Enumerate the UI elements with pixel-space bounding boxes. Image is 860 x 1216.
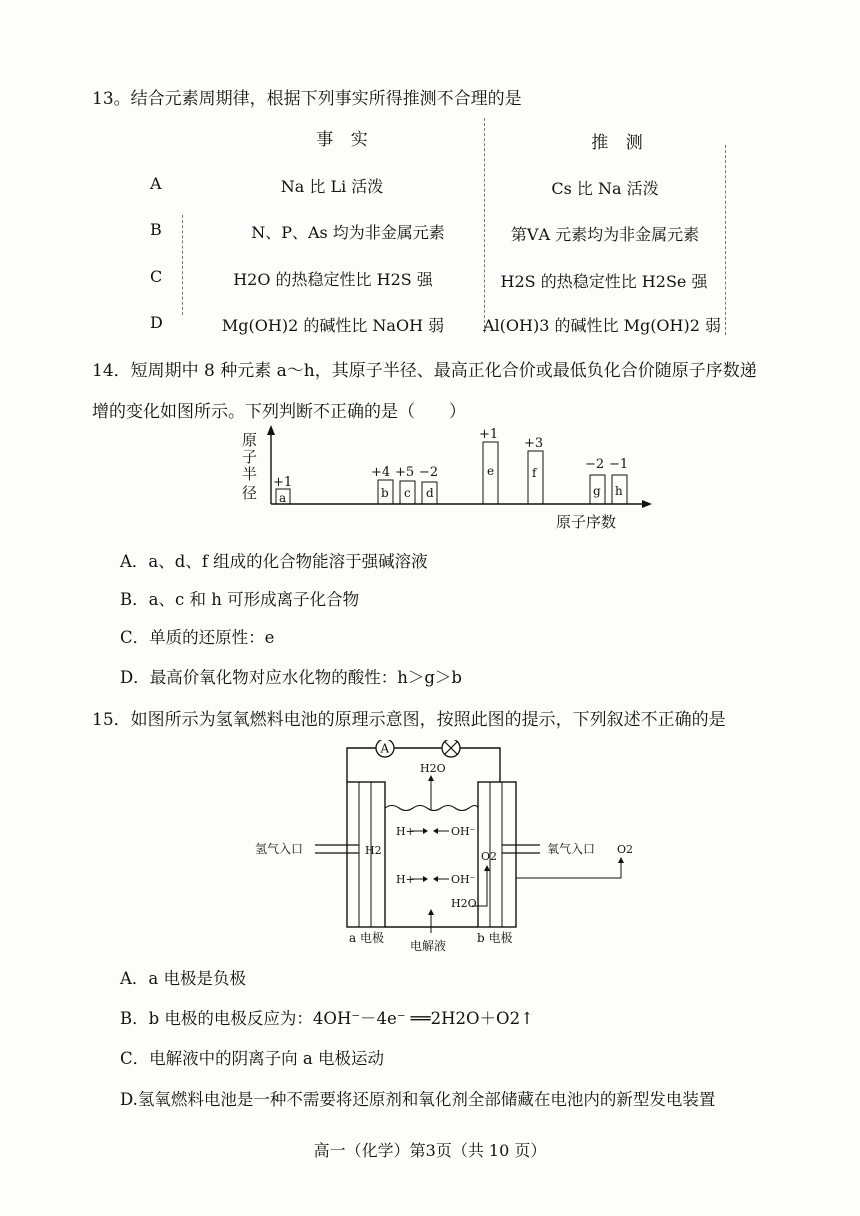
xlabel: 原子序数	[556, 513, 617, 531]
x-axis-arrow-icon	[642, 500, 652, 508]
lamp-icon	[442, 740, 460, 757]
ylabel-char-2: 子	[242, 448, 258, 466]
page-footer: 高一（化学）第3页（共 10 页）	[313, 1141, 547, 1160]
q13-row-a-label: A	[150, 174, 162, 193]
q13-row-c-label: C	[150, 267, 163, 286]
h2-inlet-label: 氢气入口	[255, 842, 304, 856]
bar-d-valence: −2	[419, 465, 439, 480]
q14-option-a: A．a、d、f 组成的化合物能溶于强碱溶液	[120, 552, 428, 571]
bar-g	[585, 457, 605, 504]
bar-h-valence: −1	[609, 457, 629, 472]
q13-divider-right	[725, 145, 726, 335]
q14-stem-line2: 增的变化如图所示。下列判断不正确的是（ ）	[92, 402, 466, 422]
bar-d	[419, 465, 438, 504]
o2-label: O2	[481, 850, 498, 863]
q13-header-fact: 事 实	[316, 130, 374, 150]
q15-option-c: C．电解液中的阴离子向 a 电极运动	[120, 1049, 384, 1068]
h2o-right-label: H2O	[451, 897, 477, 910]
ylabel-char-3: 半	[242, 465, 258, 483]
q15-option-a: A．a 电极是负极	[120, 969, 246, 988]
q13-row-b-label: B	[150, 220, 162, 239]
bar-a	[273, 475, 292, 505]
q13-row-b-fact: N、P、As 均为非金属元素	[251, 223, 445, 242]
q14-option-b: B．a、c 和 h 可形成离子化合物	[120, 590, 360, 609]
q14-stem-line1: 14．短周期中 8 种元素 a～h，其原子半径、最高正化合价或最低负化合价随原子序数递	[92, 361, 757, 381]
q15-option-d: D.氢氧燃料电池是一种不需要将还原剂和氧化剂全部储藏在电池内的新型发电装置	[120, 1090, 716, 1109]
bar-b	[371, 465, 393, 504]
electrolyte-label: 电解液	[410, 939, 447, 953]
q13-row-c-fact: H2O 的热稳定性比 H2S 强	[233, 270, 433, 289]
bar-g-name: g	[593, 484, 601, 498]
q13-divider-left	[182, 215, 183, 315]
bar-a-valence: +1	[273, 475, 293, 490]
q15-diagram	[255, 740, 645, 958]
bar-e	[479, 427, 498, 504]
q13-row-d-guess: Al(OH)3 的碱性比 Mg(OH)2 弱	[482, 316, 722, 335]
q13-row-d-fact: Mg(OH)2 的碱性比 NaOH 弱	[221, 316, 445, 335]
q13-divider-mid	[484, 118, 485, 333]
q15-stem: 15．如图所示为氢氧燃料电池的原理示意图，按照此图的提示，下列叙述不正确的是	[92, 710, 726, 730]
q13-row-a-fact: Na 比 Li 活泼	[280, 177, 384, 196]
bar-g-valence: −2	[585, 457, 605, 472]
h2-label: H2	[365, 844, 382, 857]
q14-chart	[238, 425, 658, 535]
oh-ion-1: OH⁻	[451, 825, 476, 838]
bar-f-name: f	[532, 466, 537, 480]
h-ion-1: H+	[396, 825, 415, 838]
q13-row-c-guess: H2S 的热稳定性比 H2Se 强	[500, 272, 708, 291]
q13-row-d-label: D	[150, 313, 163, 332]
electrode-a-label: a 电极	[349, 931, 384, 945]
q13-stem: 13。结合元素周期律，根据下列事实所得推测不合理的是	[92, 89, 522, 109]
ylabel-char-4: 径	[242, 484, 258, 502]
bar-e-valence: +1	[479, 427, 499, 442]
q14-option-c: C．单质的还原性：e	[120, 628, 275, 647]
bar-c-name: c	[404, 486, 411, 500]
electrode-b-label: b 电极	[477, 931, 513, 945]
oh-ion-2: OH⁻	[451, 873, 476, 886]
bar-c-valence: +5	[395, 465, 415, 480]
ylabel-char-1: 原	[242, 431, 258, 449]
y-axis-arrow-icon	[267, 425, 275, 435]
bar-h-name: h	[615, 484, 623, 498]
ammeter-label: A	[380, 741, 390, 756]
o2-inlet-label: 氧气入口	[547, 842, 596, 856]
q13-header-guess: 推 测	[591, 133, 649, 153]
bar-d-name: d	[426, 486, 434, 500]
bar-a-name: a	[279, 491, 287, 505]
h-ion-2: H+	[396, 873, 415, 886]
q13-row-b-guess: 第ⅤA 元素均为非金属元素	[510, 225, 700, 244]
bar-e-name: e	[487, 464, 495, 478]
o2-out-label: O2	[617, 843, 634, 856]
bar-b-valence: +4	[371, 465, 391, 480]
bar-f	[524, 436, 543, 504]
bar-f-valence: +3	[524, 436, 544, 451]
q13-row-a-guess: Cs 比 Na 活泼	[551, 179, 659, 198]
q14-option-d: D．最高价氧化物对应水化物的酸性：h＞g＞b	[120, 668, 462, 687]
bar-h	[609, 457, 628, 504]
o2-return-arrow	[516, 860, 621, 878]
q15-option-b: B．b 电极的电极反应为：4OH⁻－4e⁻ ══2H2O＋O2↑	[120, 1009, 534, 1028]
h2o-top-label: H2O	[420, 762, 446, 775]
bar-b-name: b	[381, 486, 389, 500]
bar-c	[395, 465, 415, 504]
